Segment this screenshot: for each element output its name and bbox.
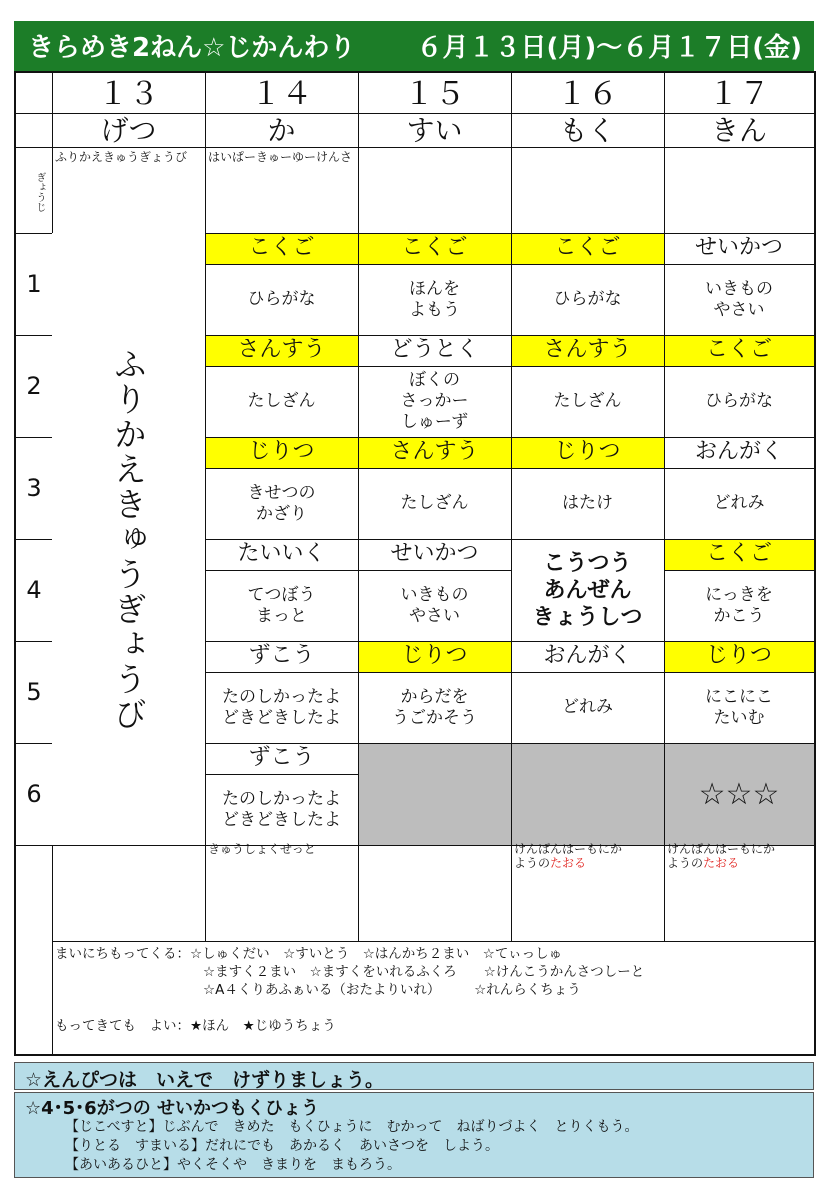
period-number: 4 xyxy=(26,576,42,604)
grid-line xyxy=(664,468,814,469)
grid-line xyxy=(16,113,814,114)
period-number: 3 xyxy=(26,474,42,502)
day-number: １５ xyxy=(403,76,466,112)
grid-line xyxy=(205,774,358,775)
subject-cell: こくご xyxy=(664,335,814,366)
subject-cell: さんすう xyxy=(358,437,511,468)
subject-cell: おんがく xyxy=(543,643,632,668)
activity-cell: たのしかったよ どきどきしたよ xyxy=(222,788,341,830)
day-number: １４ xyxy=(250,76,313,112)
day-name: もく xyxy=(559,114,616,147)
activity-cell: いきもの やさい xyxy=(705,278,773,320)
day-name: か xyxy=(267,114,296,147)
subject-cell: こくご xyxy=(511,233,664,264)
activity-cell: にっきを かこう xyxy=(705,584,773,626)
grid-line xyxy=(358,73,359,941)
activity-cell: はたけ xyxy=(562,493,613,513)
event-text: ふりかえきゅうぎょうび xyxy=(55,150,188,164)
bottom-note-line: けんばんはーもにか xyxy=(667,842,776,856)
goals-box xyxy=(14,1092,814,1178)
subject-cell: こくご xyxy=(664,539,814,570)
grid-line xyxy=(205,366,358,367)
grid-line xyxy=(358,468,511,469)
subject-cell: せいかつ xyxy=(694,235,783,260)
activity-cell: たのしかったよ どきどきしたよ xyxy=(222,686,341,728)
gyouji-label: ぎょうじ xyxy=(34,172,45,212)
activity-cell: ほんを よもう xyxy=(409,278,460,320)
grid-line xyxy=(511,366,664,367)
subject-cell: さんすう xyxy=(511,335,664,366)
activity-cell: ぼくの さっかー しゅーず xyxy=(400,370,469,432)
page-title: きらめき2ねん☆じかんわり xyxy=(28,33,356,63)
goals-title: ☆4･5･6がつの せいかつもくひょう xyxy=(25,1098,319,1119)
bring-list xyxy=(55,945,795,1055)
bring-items: ☆しゅくだい ☆すいとう ☆はんかち２まい ☆てぃっしゅ xyxy=(190,946,563,962)
subject-cell: ずこう xyxy=(248,745,315,770)
grid-line xyxy=(16,147,814,148)
grid-line xyxy=(52,941,814,942)
activity-cell: たしざん xyxy=(553,391,622,411)
subject-cell: たいいく xyxy=(237,541,326,566)
activity-cell: てつぼう まっと xyxy=(247,584,316,626)
pencil-notice-text: ☆えんぴつは いえで けずりましょう。 xyxy=(25,1069,385,1091)
grid-line xyxy=(358,570,511,571)
day-number: １３ xyxy=(97,76,160,112)
towel-text: たおる xyxy=(703,856,740,870)
period-number: 5 xyxy=(26,678,42,706)
period-number: 6 xyxy=(26,780,42,808)
subject-cell: じりつ xyxy=(358,641,511,672)
grid-line xyxy=(358,264,511,265)
subject-cell: じりつ xyxy=(664,641,814,672)
grid-line xyxy=(664,672,814,673)
bottom-note xyxy=(514,842,661,876)
activity-cell: たしざん xyxy=(247,391,316,411)
grid-line xyxy=(664,570,814,571)
activity-cell: ひらがな xyxy=(705,391,773,411)
activity-cell: きせつの かざり xyxy=(247,482,316,524)
subject-cell: せいかつ xyxy=(390,541,479,566)
bottom-note-line: けんばんはーもにか xyxy=(514,842,623,856)
subject-cell: こくご xyxy=(205,233,358,264)
grid-line xyxy=(16,233,52,234)
optional-items: もってきても よい：★ほん ★じゆうちょう xyxy=(55,1018,336,1034)
bring-label: まいにちもってくる： xyxy=(55,946,190,962)
grid-line xyxy=(16,845,814,846)
grid-line xyxy=(511,73,512,941)
grid-line xyxy=(511,672,664,673)
subject-cell: じりつ xyxy=(511,437,664,468)
bottom-note-line xyxy=(667,856,811,870)
day-number: １６ xyxy=(556,76,619,112)
traffic-safety-class: こうつう あんぜん きょうしつ xyxy=(532,550,643,630)
period-number: 1 xyxy=(26,270,42,298)
activity-cell: どれみ xyxy=(562,697,613,717)
bottom-note: きゅうしょくせっと xyxy=(208,842,316,856)
subject-cell: おんがく xyxy=(694,439,783,464)
empty-shaded-cell xyxy=(511,743,664,845)
activity-cell: どれみ xyxy=(713,493,765,513)
grid-line xyxy=(205,73,206,941)
grid-line xyxy=(664,73,665,941)
grid-line xyxy=(205,264,358,265)
bottom-note-text: ようの xyxy=(667,856,704,870)
period-number: 2 xyxy=(26,372,42,400)
activity-cell: ひらがな xyxy=(553,289,622,309)
grid-line xyxy=(358,366,511,367)
activity-cell: ひらがな xyxy=(247,289,316,309)
activity-cell: たしざん xyxy=(400,493,469,513)
subject-cell: ずこう xyxy=(248,643,315,668)
empty-shaded-cell xyxy=(358,743,511,845)
subject-cell: どうとく xyxy=(390,337,479,362)
timetable xyxy=(14,71,816,1056)
stars-cell: ☆☆☆ xyxy=(664,743,814,845)
subject-cell: さんすう xyxy=(205,335,358,366)
day-name: げつ xyxy=(100,114,157,147)
activity-cell: からだを うごかそう xyxy=(392,686,477,728)
grid-line xyxy=(205,468,358,469)
bottom-note-text: ようの xyxy=(514,856,551,870)
day-name: すい xyxy=(406,114,463,147)
date-range: ６月１３日(月)～６月１７日(金) xyxy=(416,33,802,63)
bring-items: ☆A４くりあふぁいる（おたよりいれ） ☆れんらくちょう xyxy=(203,982,581,998)
grid-line xyxy=(205,672,358,673)
activity-cell: いきもの やさい xyxy=(400,584,469,626)
grid-line xyxy=(358,672,511,673)
goal-line: 【あいあるひと】やくそくや きまりを まもろう。 xyxy=(65,1157,401,1173)
grid-line xyxy=(664,366,814,367)
goal-line: 【じこべすと】じぶんで きめた もくひょうに むかって ねばりづよく とりくもう。 xyxy=(65,1119,639,1135)
grid-line xyxy=(511,468,664,469)
towel-text: たおる xyxy=(550,856,587,870)
monday-holiday-text: ふりかえきゅうぎょうび xyxy=(109,346,148,732)
bottom-note-line xyxy=(514,856,661,870)
goal-line: 【りとる すまいる】だれにでも あかるく あいさつを しよう。 xyxy=(65,1138,499,1154)
event-text: はいぱーきゅーゆーけんさ xyxy=(208,150,353,164)
grid-line xyxy=(664,264,814,265)
day-name: きん xyxy=(710,114,767,147)
bring-items: ☆ますく２まい ☆ますくをいれるふくろ ☆けんこうかんさつしーと xyxy=(203,964,645,980)
header-bar xyxy=(14,21,814,71)
bottom-note xyxy=(667,842,811,876)
grid-line xyxy=(205,570,358,571)
grid-line xyxy=(511,264,664,265)
subject-cell: こくご xyxy=(358,233,511,264)
pencil-notice xyxy=(14,1062,814,1090)
activity-cell: にこにこ たいむ xyxy=(705,686,773,728)
subject-cell: じりつ xyxy=(205,437,358,468)
day-number: １７ xyxy=(708,76,770,112)
monday-holiday-cell xyxy=(52,233,205,845)
